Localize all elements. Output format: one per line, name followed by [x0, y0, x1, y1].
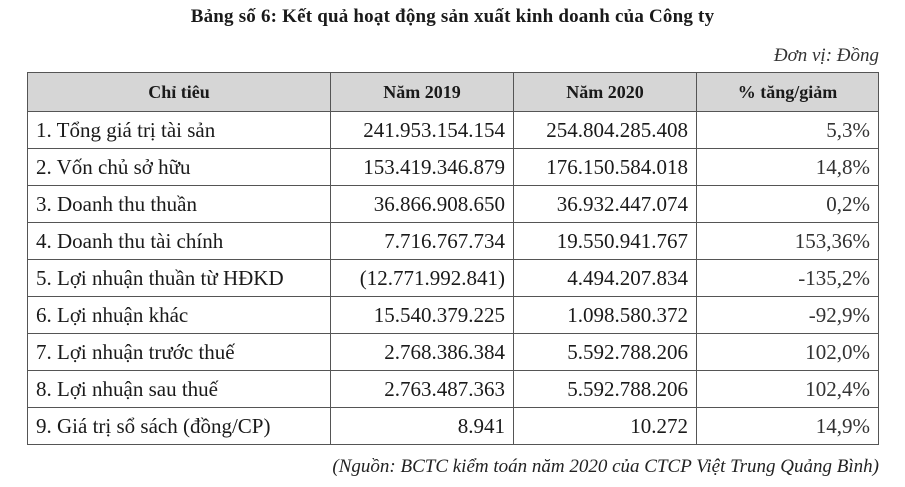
- unit-label: Đơn vị: Đồng: [773, 45, 879, 66]
- row-indicator: 5. Lợi nhuận thuần từ HĐKD: [28, 260, 331, 297]
- row-value-2020: 4.494.207.834: [514, 260, 697, 297]
- header-year-2020: Năm 2020: [514, 73, 697, 112]
- source-note: (Nguồn: BCTC kiểm toán năm 2020 của CTCP Việt Trung Quảng Bình): [332, 456, 879, 477]
- row-change: 14,8%: [697, 149, 879, 186]
- row-change: 102,4%: [697, 371, 879, 408]
- table-row: [28, 297, 879, 334]
- row-indicator: 9. Giá trị sổ sách (đồng/CP): [28, 408, 331, 445]
- row-change: 153,36%: [697, 223, 879, 260]
- row-change: 0,2%: [697, 186, 879, 223]
- header-year-2019: Năm 2019: [331, 73, 514, 112]
- table-row: [28, 149, 879, 186]
- row-indicator: 4. Doanh thu tài chính: [28, 223, 331, 260]
- row-change: 102,0%: [697, 334, 879, 371]
- row-indicator: 6. Lợi nhuận khác: [28, 297, 331, 334]
- row-change: 14,9%: [697, 408, 879, 445]
- row-indicator: 2. Vốn chủ sở hữu: [28, 149, 331, 186]
- row-indicator: 1. Tổng giá trị tài sản: [28, 112, 331, 149]
- row-value-2019: 2.768.386.384: [331, 334, 514, 371]
- row-value-2019: 7.716.767.734: [331, 223, 514, 260]
- row-value-2020: 10.272: [514, 408, 697, 445]
- row-value-2019: 153.419.346.879: [331, 149, 514, 186]
- results-table: [27, 72, 879, 445]
- row-value-2020: 1.098.580.372: [514, 297, 697, 334]
- table-row: [28, 112, 879, 149]
- table-row: [28, 408, 879, 445]
- header-row: [28, 73, 879, 112]
- table-title: Bảng số 6: Kết quả hoạt động sản xuất kinh doanh của Công ty: [190, 6, 715, 27]
- table-row: [28, 186, 879, 223]
- row-value-2020: 5.592.788.206: [514, 334, 697, 371]
- row-value-2020: 36.932.447.074: [514, 186, 697, 223]
- row-value-2019: 8.941: [331, 408, 514, 445]
- row-value-2020: 176.150.584.018: [514, 149, 697, 186]
- table-row: [28, 223, 879, 260]
- table-row: [28, 260, 879, 297]
- row-value-2020: 5.592.788.206: [514, 371, 697, 408]
- row-change: -92,9%: [697, 297, 879, 334]
- row-value-2019: 241.953.154.154: [331, 112, 514, 149]
- row-value-2019: 15.540.379.225: [331, 297, 514, 334]
- row-value-2020: 19.550.941.767: [514, 223, 697, 260]
- row-value-2020: 254.804.285.408: [514, 112, 697, 149]
- row-value-2019: 2.763.487.363: [331, 371, 514, 408]
- header-indicator: Chỉ tiêu: [28, 73, 331, 112]
- row-change: -135,2%: [697, 260, 879, 297]
- row-indicator: 7. Lợi nhuận trước thuế: [28, 334, 331, 371]
- header-change: % tăng/giảm: [697, 73, 879, 112]
- row-indicator: 8. Lợi nhuận sau thuế: [28, 371, 331, 408]
- row-value-2019: (12.771.992.841): [331, 260, 514, 297]
- row-value-2019: 36.866.908.650: [331, 186, 514, 223]
- row-change: 5,3%: [697, 112, 879, 149]
- table-row: [28, 371, 879, 408]
- row-indicator: 3. Doanh thu thuần: [28, 186, 331, 223]
- table-row: [28, 334, 879, 371]
